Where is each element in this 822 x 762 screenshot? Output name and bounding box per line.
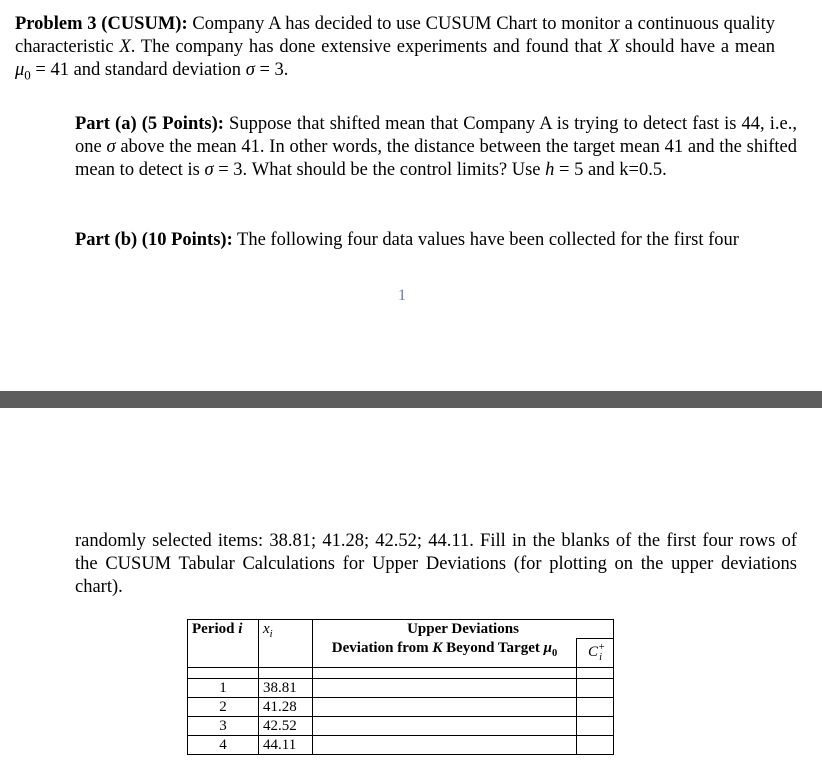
col-x-header: $x_i$ — [259, 620, 313, 668]
col-c-header: $C^+_i$ — [577, 639, 614, 668]
blank-deviation-cell[interactable] — [313, 736, 577, 755]
problem-statement: Problem 3 (CUSUM): Company A has decided to use CUSUM Chart to monitor a continuous quality characteristic X. The company has done extensive experiments and found that X should have a mean $\mu_0 = 41$ and standard deviation σ = 3. — [15, 14, 776, 83]
table-row: 3 42.52 — [188, 717, 614, 736]
blank-c-cell[interactable] — [577, 698, 614, 717]
mu0-symbol: μ — [15, 60, 25, 80]
page-number: 1 — [398, 287, 406, 304]
table-row: 4 44.11 — [188, 736, 614, 755]
blank-c-cell[interactable] — [577, 717, 614, 736]
col-period-header: Period i — [188, 620, 259, 668]
sigma-symbol: σ — [245, 60, 255, 80]
table-row: 2 41.28 — [188, 698, 614, 717]
blank-deviation-cell[interactable] — [313, 679, 577, 698]
part-a: Part (a) (5 Points): Suppose that shifted mean that Company A is trying to detect fast is 44, i.e., one σ above the mean 41. In other words, the distance between the target mean 41 and the shifted mean to detect is σ = 3. What should be the control limits? Use h = 5 and k=0.5. — [75, 114, 798, 180]
blank-deviation-cell[interactable] — [313, 717, 577, 736]
problem-heading: Problem 3 (CUSUM): — [15, 14, 188, 34]
var-x: X — [119, 37, 131, 57]
col-deviation-header: Deviation from K Beyond Target $\mu_0$ — [313, 639, 577, 668]
part-b-intro: Part (b) (10 Points): The following four data values have been collected for the first four — [75, 230, 739, 250]
blank-deviation-cell[interactable] — [313, 698, 577, 717]
part-b-heading: Part (b) (10 Points): — [75, 230, 233, 250]
cusum-table — [187, 619, 614, 755]
page-divider — [0, 391, 822, 408]
blank-c-cell[interactable] — [577, 736, 614, 755]
part-b-continued: randomly selected items: 38.81; 41.28; 42.52; 44.11. Fill in the blanks of the first four rows of the CUSUM Tabular Calculations for Upper Deviations (for plotting on the upper deviations chart). — [75, 531, 797, 597]
upper-deviations-header: Upper Deviations — [313, 620, 614, 639]
table-row: 1 38.81 — [188, 679, 614, 698]
table-header-row — [188, 620, 614, 639]
blank-c-cell[interactable] — [577, 679, 614, 698]
part-a-heading: Part (a) (5 Points): — [75, 114, 224, 134]
